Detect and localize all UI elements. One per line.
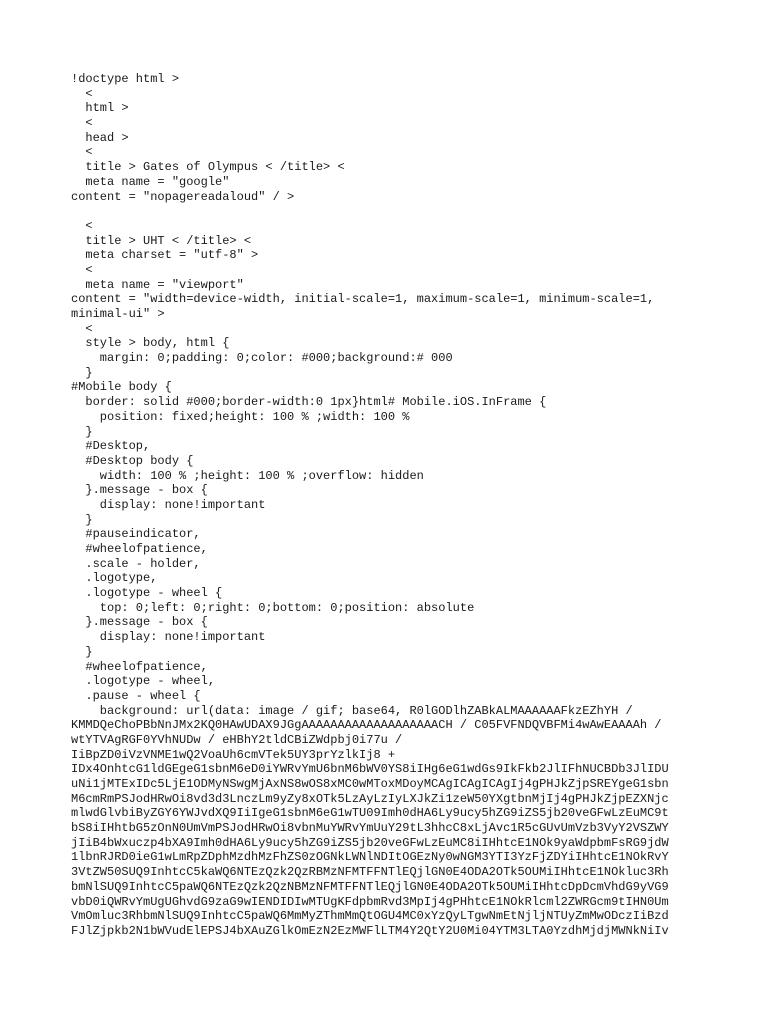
code-line: #Desktop,: [71, 439, 151, 454]
code-line: }.message - box {: [71, 483, 208, 498]
code-line: meta name = "viewport": [71, 277, 244, 292]
code-line: vbD0iQWRvYmUgUGhvdG9zaG9wIENDIDIwMTUgKFdpbmRvd3MpIj4gPHhtcE1NOkRlcml2ZWRGcm9tIHN0Um: [71, 894, 669, 909]
code-line: wtYTVAgRGF0YVhNUDw / eHBhY2tldCBiZWdpbj0i77u /: [71, 732, 403, 747]
code-line: KMMDQeChoPBbNnJMx2KQ0HAwUDAX9JGgAAAAAAAAAAAAAAAAAAACH / C05FVFNDQVBFMi4wAwEAAAAh /: [71, 718, 662, 733]
code-line: minimal-ui" >: [71, 307, 165, 321]
code-line: .pause - wheel {: [71, 688, 201, 703]
code-line: background: url(data: image / gif; base64, R0lGODlhZABkALMAAAAAAFkzEZhYH /: [71, 703, 633, 718]
code-line: M6cmRmPSJodHRwOi8vd3d3LnczLm9yZy8xOTk5LzAyLzIyLXJkZi1zeW50YXgtbnMjIj4gPHJkZjpEZXNjc: [71, 791, 669, 806]
code-line: IDx4OnhtcG1ldGEgeG1sbnM6eD0iYWRvYmU6bnM6bWV0YS8iIHg6eG1wdGs9IkFkb2JlIFhNUCBDb3JlIDU: [71, 762, 669, 777]
code-line: html >: [71, 101, 129, 116]
code-line: bS8iIHhtbG5zOnN0UmVmPSJodHRwOi8vbnMuYWRvYmUuY29tL3hhcC8xLjAvc1R5cGUvUmVzb3VyY2VSZWY: [71, 821, 669, 836]
code-line: #wheelofpatience,: [71, 659, 208, 674]
code-line: #wheelofpatience,: [71, 542, 208, 556]
code-line: #Desktop body {: [71, 453, 194, 468]
code-line: <: [71, 218, 93, 233]
code-line: 1lbnRJRD0ieG1wLmRpZDphMzdhMzFhZS0zOGNkLWNlNDItOGEzNy0wNGM3YTI3YzFjZDYiIHhtcE1NOkRvY: [71, 850, 669, 865]
code-line: width: 100 % ;height: 100 % ;overflow: hidden: [71, 468, 424, 483]
code-line: display: none!important: [71, 630, 266, 645]
code-line: content = "nopagereadaloud" / >: [71, 189, 295, 204]
code-line: .scale - holder,: [71, 556, 201, 571]
code-line: content = "width=device-width, initial-scale=1, maximum-scale=1, minimum-scale=1,: [71, 292, 655, 307]
code-line: title > Gates of Olympus < /title> <: [71, 160, 345, 175]
code-line: uNi1jMTExIDc5LjE1ODMyNSwgMjAxNS8wOS8xMC0wMToxMDoyMCAgICAgICAgIj4gPHJkZjpSREYgeG1sbn: [71, 777, 669, 791]
code-line: .logotype,: [71, 571, 158, 586]
code-line: 3VtZW50SUQ9InhtcC5kaWQ6NTEzQzk2QzRBMzNFMTFFNTlEQjlGN0E4ODA2OTk5OUMiIHhtcE1NOkluc3Rh: [71, 865, 669, 880]
code-line: border: solid #000;border-width:0 1px}html# Mobile.iOS.InFrame {: [71, 395, 547, 410]
code-line: head >: [71, 130, 129, 145]
code-line: }: [71, 424, 93, 439]
code-line: #pauseindicator,: [71, 527, 201, 542]
code-line: FJlZjpkb2N1bWVudElEPSJ4bXAuZGlkOmEzN2EzMWFlLTM4Y2QtY2U0Mi04YTM3LTA0YzdhMjdjMWNkNiIv: [71, 923, 669, 938]
code-line: jIiB4bWxuczp4bXA9Imh0dHA6Ly9ucy5hZG9iZS5jb20veGFwLzEuMC8iIHhtcE1NOk9yaWdpbmFsRG9jdW: [71, 835, 669, 850]
code-line: <: [71, 262, 93, 277]
code-line: <: [71, 321, 93, 336]
code-line: position: fixed;height: 100 % ;width: 100 %: [71, 409, 410, 424]
code-line: #Mobile body {: [71, 380, 172, 395]
code-line: [71, 204, 711, 219]
code-line: IiBpZD0iVzVNME1wQ2VoaUh6cmVTek5UY3prYzlkIj8 +: [71, 747, 396, 762]
code-line: style > body, html {: [71, 336, 230, 351]
code-line: }: [71, 365, 93, 380]
code-line: }.message - box {: [71, 615, 208, 630]
code-line: meta name = "google": [71, 174, 230, 189]
code-line: <: [71, 116, 93, 131]
code-line: top: 0;left: 0;right: 0;bottom: 0;position: absolute: [71, 600, 475, 615]
code-line: mlwdGlvbiByZGY6YWJvdXQ9IiIgeG1sbnM6eG1wTU09Imh0dHA6Ly9ucy5hZG9iZS5jb20veGFwLzEuMC9t: [71, 806, 669, 821]
code-line: <: [71, 145, 93, 160]
code-line: }: [71, 644, 93, 659]
code-line: .logotype - wheel {: [71, 586, 223, 601]
code-line: .logotype - wheel,: [71, 674, 216, 689]
code-line: title > UHT < /title> <: [71, 233, 252, 248]
code-line: margin: 0;padding: 0;color: #000;background:# 000: [71, 351, 453, 366]
code-line: }: [71, 512, 93, 527]
code-line: !doctype html >: [71, 72, 180, 86]
code-line: display: none!important: [71, 497, 266, 512]
code-line: <: [71, 86, 93, 101]
code-line: VmOmluc3RhbmNlSUQ9InhtcC5paWQ6MmMyZThmMmQtOGU4MC0xYzQyLTgwNmEtNjljNTUyZmMwODczIiBzd: [71, 909, 669, 924]
code-line: bmNlSUQ9InhtcC5paWQ6NTEzQzk2QzNBMzNFMTFFNTlEQjlGN0E4ODA2OTk5OUMiIHhtcDpDcmVhdG9yVG9: [71, 879, 669, 894]
code-line: meta charset = "utf-8" >: [71, 248, 259, 263]
source-code-text: [71, 72, 711, 939]
